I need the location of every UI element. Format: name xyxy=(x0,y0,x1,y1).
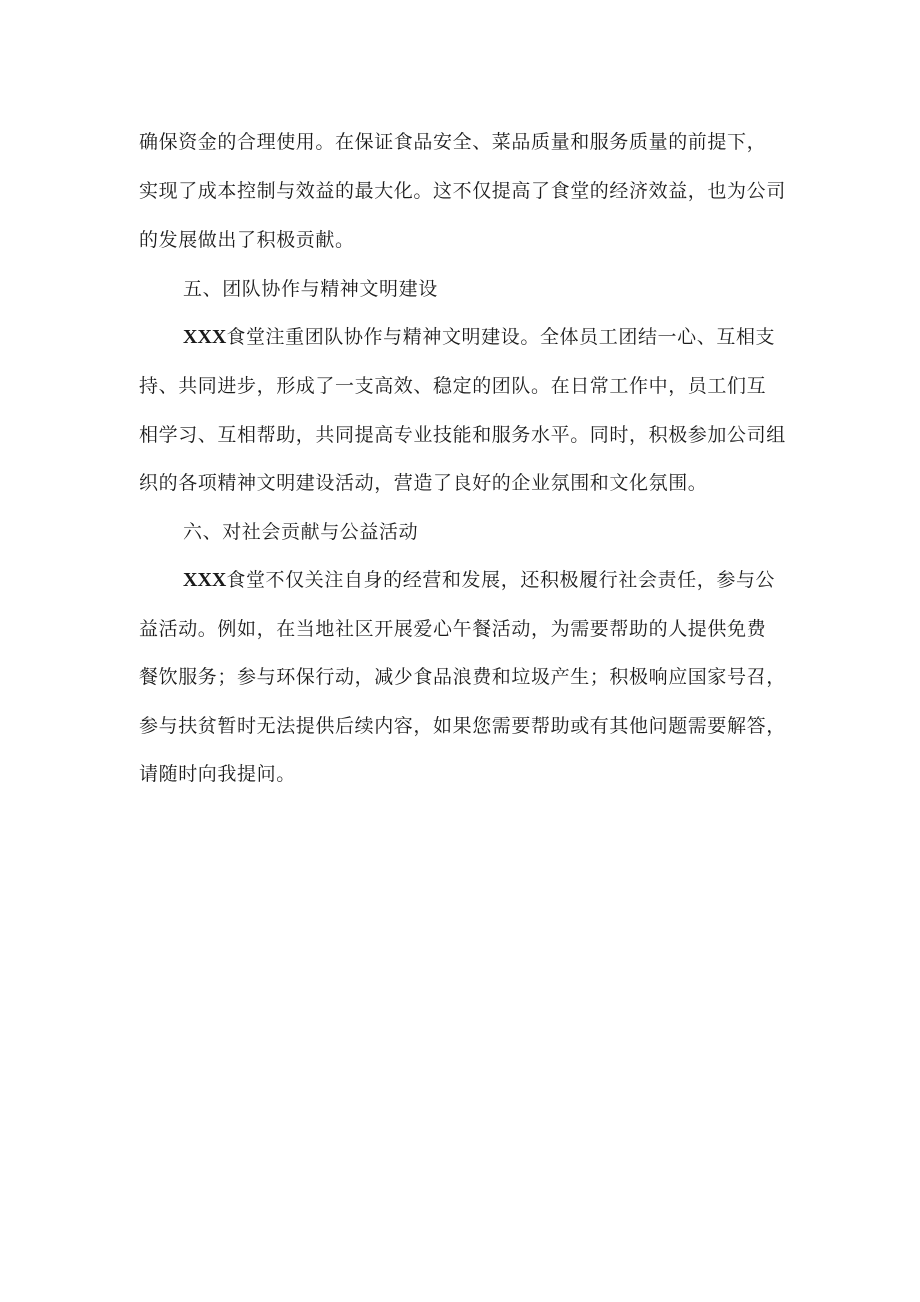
paragraph-line: 的发展做出了积极贡献。 xyxy=(139,229,355,251)
paragraph-line: 益活动。例如，在当地社区开展爱心午餐活动，为需要帮助的人提供免费 xyxy=(139,618,767,640)
paragraph-line: 实现了成本控制与效益的最大化。这不仅提高了食堂的经济效益，也为公司 xyxy=(139,180,786,202)
paragraph-line: 持、共同进步，形成了一支高效、稳定的团队。在日常工作中，员工们互 xyxy=(139,375,767,397)
paragraph-line: 确保资金的合理使用。在保证食品安全、菜品质量和服务质量的前提下， xyxy=(139,131,767,153)
paragraph-first-line xyxy=(183,568,775,592)
company-placeholder: XXX xyxy=(183,569,227,591)
section-heading: 六、对社会贡献与公益活动 xyxy=(183,521,419,543)
paragraph-line: 参与扶贫暂时无法提供后续内容，如果您需要帮助或有其他问题需要解答， xyxy=(139,715,786,737)
paragraph-line: 相学习、互相帮助，共同提高专业技能和服务水平。同时，积极参加公司组 xyxy=(139,424,786,446)
paragraph-line: 请随时向我提问。 xyxy=(139,763,296,785)
paragraph-line-text: 食堂注重团队协作与精神文明建设。全体员工团结一心、互相支 xyxy=(226,326,776,348)
paragraph-line: 餐饮服务；参与环保行动，减少食品浪费和垃圾产生；积极响应国家号召， xyxy=(139,666,786,688)
paragraph-line-text: 食堂不仅关注自身的经营和发展，还积极履行社会责任，参与公 xyxy=(226,569,776,591)
section-heading: 五、团队协作与精神文明建设 xyxy=(183,278,438,300)
paragraph-first-line xyxy=(183,325,775,349)
paragraph-line: 织的各项精神文明建设活动，营造了良好的企业氛围和文化氛围。 xyxy=(139,472,708,494)
company-placeholder: XXX xyxy=(183,326,227,348)
